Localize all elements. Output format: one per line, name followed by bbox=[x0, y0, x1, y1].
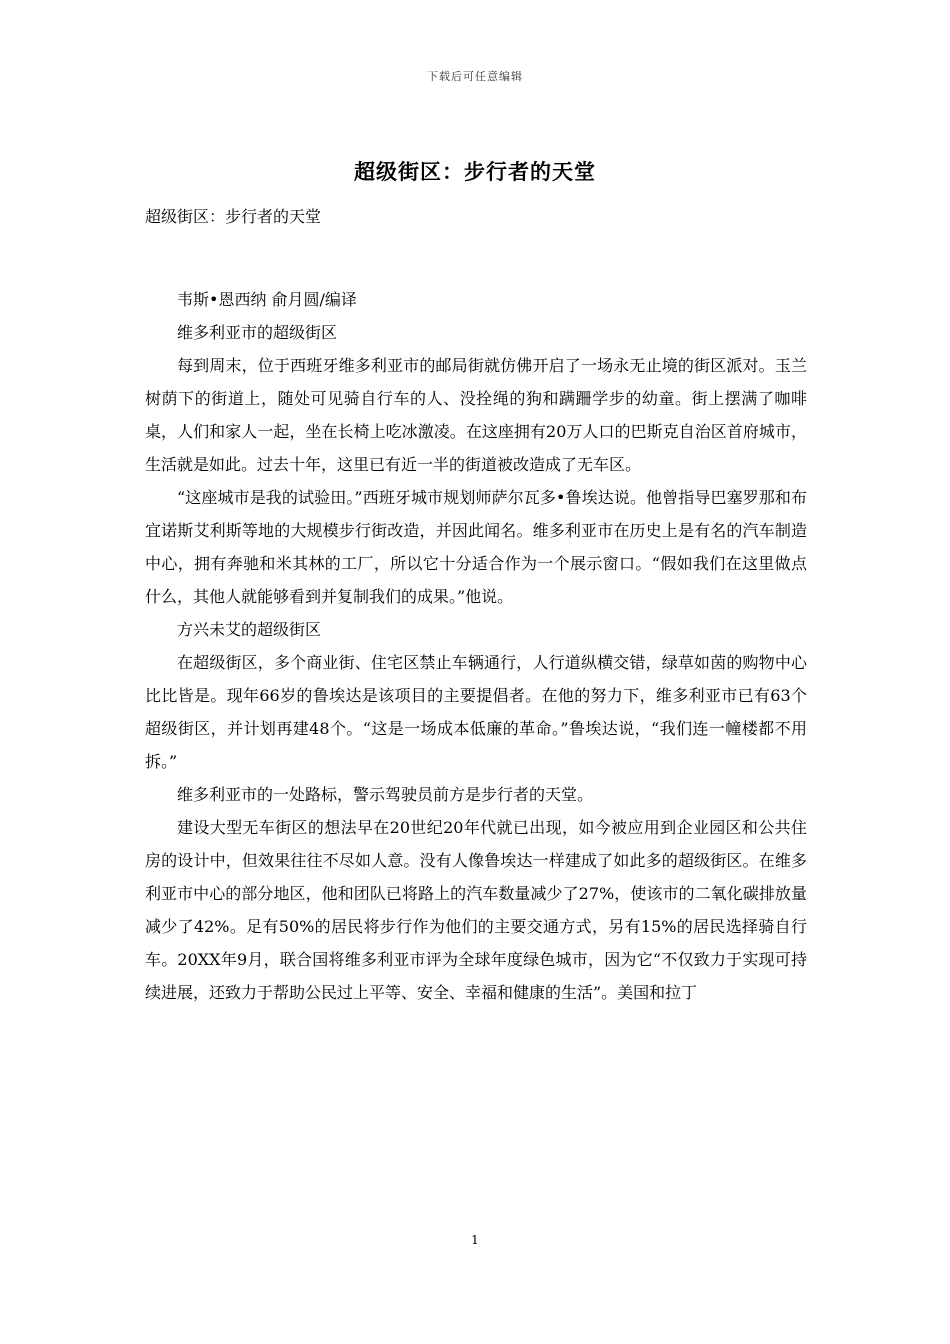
image-caption: 维多利亚市的一处路标，警示驾驶员前方是步行者的天堂。 bbox=[177, 785, 594, 804]
body-paragraph: “这座城市是我的试验田。”西班牙城市规划师萨尔瓦多•鲁埃达说。他曾指导巴塞罗那和布宜诺斯艾利斯等地的大规模步行街改造，并因此闻名。维多利亚市在历史上是有名的汽车制造中心，拥有奔驰和米其林的工厂，所以它十分适合作为一个展示窗口。“假如我们在这里做点什么，其他人就能够看到并复制我们的成果。”他说。 bbox=[145, 488, 807, 606]
document-title: 超级街区：步行者的天堂 bbox=[354, 159, 596, 184]
byline: 韦斯•恩西纳 俞月圆/编译 bbox=[177, 290, 357, 309]
section-heading: 方兴未艾的超级街区 bbox=[177, 620, 322, 639]
body-paragraph: 每到周末，位于西班牙维多利亚市的邮局街就仿佛开启了一场永无止境的街区派对。玉兰树荫下的街道上，随处可见骑自行车的人、没拴绳的狗和蹒跚学步的幼童。街上摆满了咖啡桌，人们和家人一起，坐在长椅上吃冰激凌。在这座拥有20万人口的巴斯克自治区首府城市，生活就是如此。过去十年，这里已有近一半的街道被改造成了无车区。 bbox=[145, 356, 807, 474]
page-number: 1 bbox=[471, 1233, 479, 1247]
section-heading: 维多利亚市的超级街区 bbox=[177, 323, 338, 342]
body-paragraph: 在超级街区，多个商业街、住宅区禁止车辆通行，人行道纵横交错，绿草如茵的购物中心比比皆是。现年66岁的鲁埃达是该项目的主要提倡者。在他的努力下，维多利亚市已有63个超级街区，并计划再建48个。“这是一场成本低廉的革命。”鲁埃达说，“我们连一幢楼都不用拆。” bbox=[145, 653, 807, 771]
document-subtitle: 超级街区：步行者的天堂 bbox=[145, 207, 322, 226]
header-note: 下载后可任意编辑 bbox=[427, 70, 523, 83]
body-paragraph: 建设大型无车街区的想法早在20世纪20年代就已出现，如今被应用到企业园区和公共住房的设计中，但效果往往不尽如人意。没有人像鲁埃达一样建成了如此多的超级街区。在维多利亚市中心的部分地区，他和团队已将路上的汽车数量减少了27%，使该市的二氧化碳排放量减少了42%。足有50%的居民将步行作为他们的主要交通方式，另有15%的居民选择骑自行车。20XX年9月，联合国将维多利亚市评为全球年度绿色城市，因为它“不仅致力于实现可持续进展，还致力于帮助公民过上平等、安全、幸福和健康的生活”。美国和拉丁 bbox=[145, 818, 807, 1002]
spacer bbox=[145, 233, 807, 283]
document-body bbox=[145, 200, 807, 1009]
